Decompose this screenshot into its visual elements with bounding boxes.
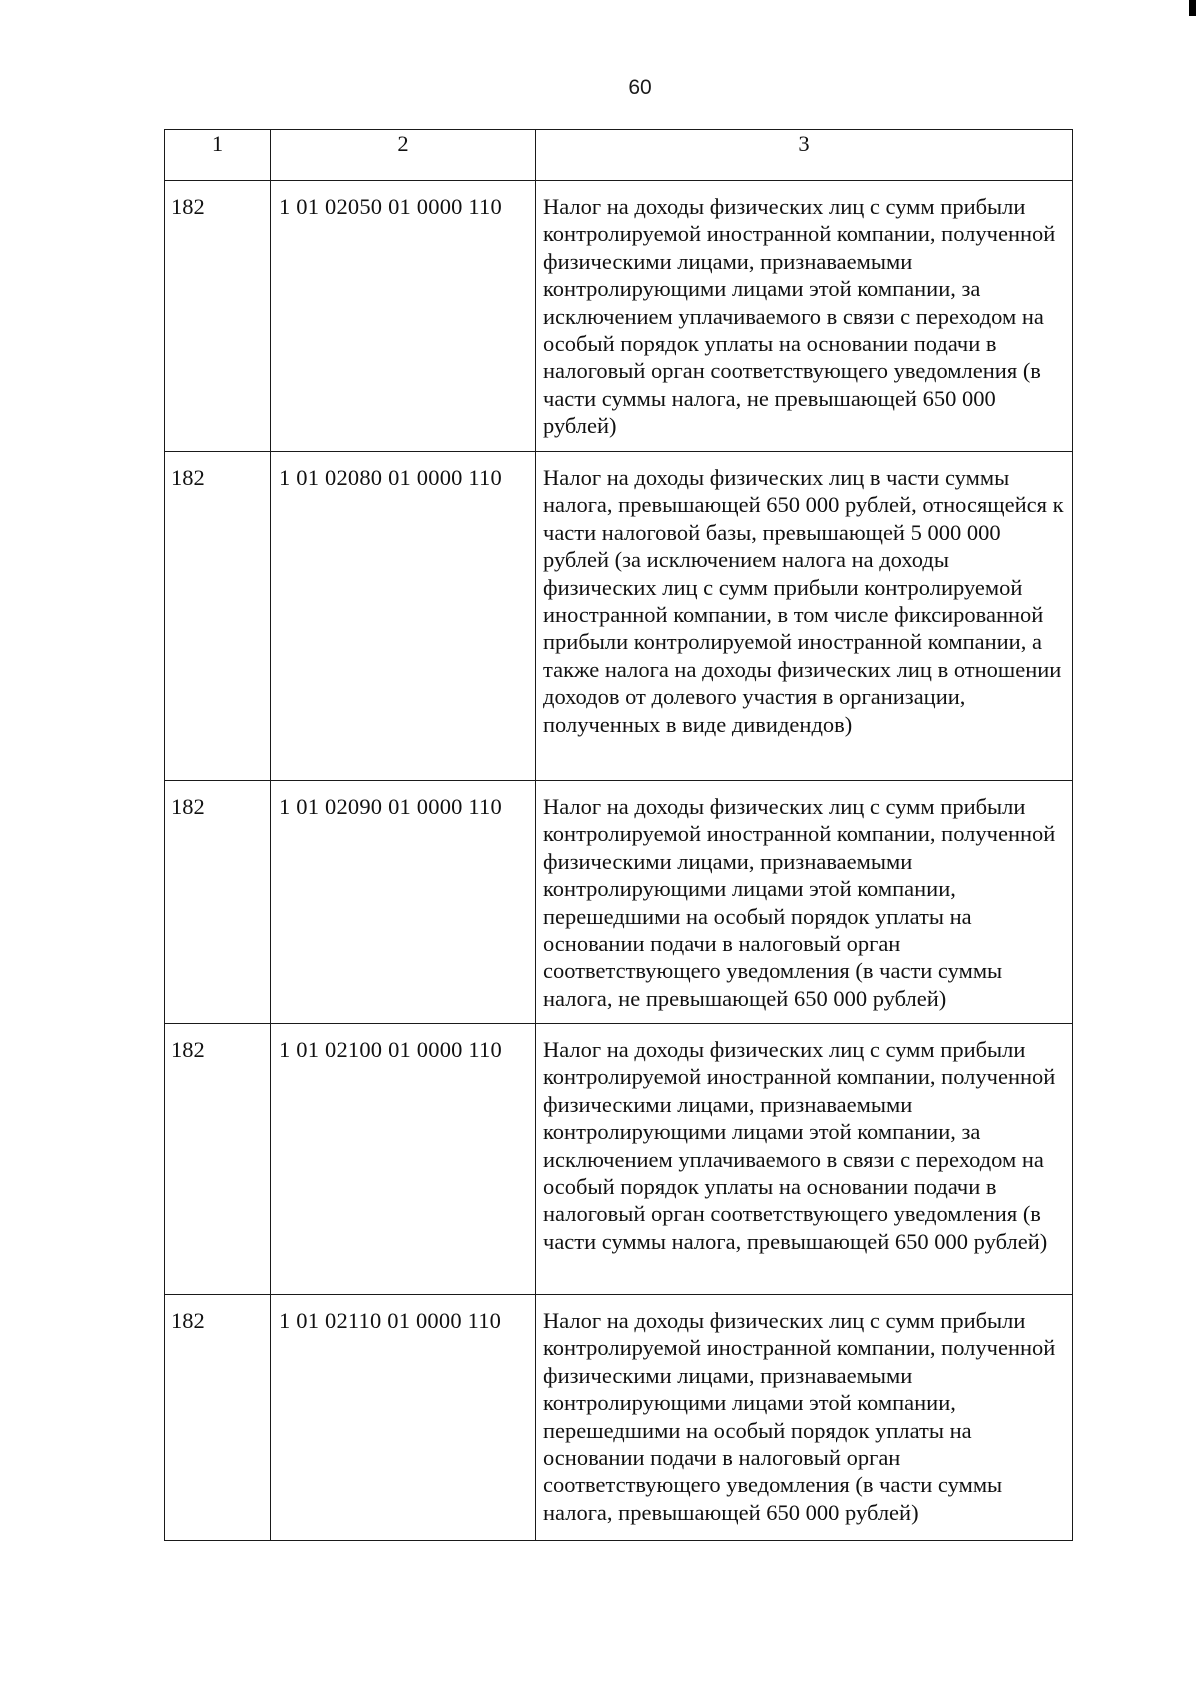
column-header-3: 3 bbox=[536, 130, 1073, 181]
description-cell: Налог на доходы физических лиц с сумм прибыли контролируемой иностранной компании, полученной физическими лицами, признаваемыми контролирующими лицами этой компании, за исключением уплачиваемого в связи с переходом на особый порядок уплаты на основании подачи в налоговый орган соответствующего уведомления (в части суммы налога, превышающей 650 000 рублей) bbox=[536, 1024, 1073, 1295]
admin-code-cell: 182 bbox=[165, 1024, 271, 1295]
description-cell: Налог на доходы физических лиц с сумм прибыли контролируемой иностранной компании, полученной физическими лицами, признаваемыми контролирующими лицами этой компании, за исключением уплачиваемого в связи с переходом на особый порядок уплаты на основании подачи в налоговый орган соответствующего уведомления (в части суммы налога, не превышающей 650 000 рублей) bbox=[536, 181, 1073, 452]
column-header-1: 1 bbox=[165, 130, 271, 181]
scan-corner-mark bbox=[1189, 0, 1196, 16]
admin-code-cell: 182 bbox=[165, 452, 271, 781]
admin-code-cell: 182 bbox=[165, 1295, 271, 1541]
kbk-code-cell: 1 01 02090 01 0000 110 bbox=[271, 781, 536, 1024]
table-row bbox=[165, 181, 1073, 452]
table-row bbox=[165, 452, 1073, 781]
table-row bbox=[165, 1024, 1073, 1295]
kbk-code-cell: 1 01 02100 01 0000 110 bbox=[271, 1024, 536, 1295]
description-cell: Налог на доходы физических лиц с сумм прибыли контролируемой иностранной компании, полученной физическими лицами, признаваемыми контролирующими лицами этой компании, перешедшими на особый порядок уплаты на основании подачи в налоговый орган соответствующего уведомления (в части суммы налога, превышающей 650 000 рублей) bbox=[536, 1295, 1073, 1541]
page-number: 60 bbox=[628, 76, 652, 99]
admin-code-cell: 182 bbox=[165, 781, 271, 1024]
description-cell: Налог на доходы физических лиц с сумм прибыли контролируемой иностранной компании, полученной физическими лицами, признаваемыми контролирующими лицами этой компании, перешедшими на особый порядок уплаты на основании подачи в налоговый орган соответствующего уведомления (в части суммы налога, не превышающей 650 000 рублей) bbox=[536, 781, 1073, 1024]
kbk-code-cell: 1 01 02110 01 0000 110 bbox=[271, 1295, 536, 1541]
table-row bbox=[165, 1295, 1073, 1541]
kbk-code-cell: 1 01 02080 01 0000 110 bbox=[271, 452, 536, 781]
admin-code-cell: 182 bbox=[165, 181, 271, 452]
budget-classification-table bbox=[164, 129, 1073, 1541]
table-header-row bbox=[165, 130, 1073, 181]
description-cell: Налог на доходы физических лиц в части суммы налога, превышающей 650 000 рублей, относящейся к части налоговой базы, превышающей 5 000 000 рублей (за исключением налога на доходы физических лиц с сумм прибыли контролируемой иностранной компании, в том числе фиксированной прибыли контролируемой иностранной компании, а также налога на доходы физических лиц в отношении доходов от долевого участия в организации, полученных в виде дивидендов) bbox=[536, 452, 1073, 781]
table-row bbox=[165, 781, 1073, 1024]
column-header-2: 2 bbox=[271, 130, 536, 181]
kbk-code-cell: 1 01 02050 01 0000 110 bbox=[271, 181, 536, 452]
